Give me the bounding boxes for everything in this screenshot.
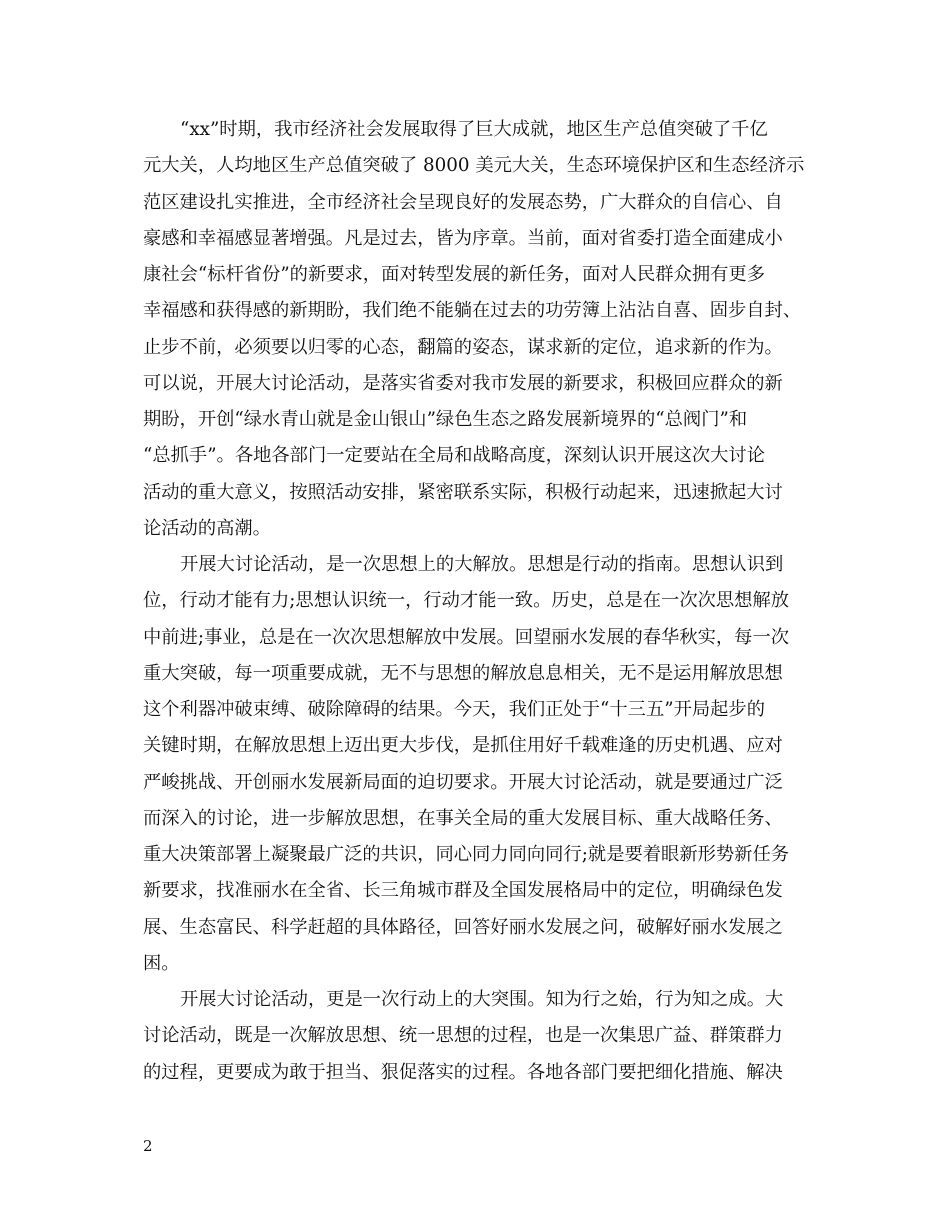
text-line: 困。 [143, 952, 180, 974]
text-line: 豪感和幸福感显著增强。凡是过去，皆为序章。当前，面对省委打造全面建成小 [143, 227, 783, 249]
text-line: “总抓手”。各地各部门一定要站在全局和战略高度，深刻认识开展这次大讨论 [143, 445, 765, 467]
text-line: 论活动的高潮。 [143, 517, 271, 539]
text-line: 位，行动才能有力;思想认识统一，行动才能一致。历史，总是在一次次思想解放 [143, 590, 790, 612]
text-line: 康社会“标杆省份”的新要求，面对转型发展的新任务，面对人民群众拥有更多 [143, 264, 765, 285]
body-text [143, 112, 827, 1091]
text-line: 讨论活动，既是一次解放思想、统一思想的过程，也是一次集思广益、群策群力 [143, 1025, 783, 1047]
text-line: 范区建设扎实推进，全市经济社会呈现良好的发展态势，广大群众的自信心、自 [143, 191, 783, 213]
text-line: 中前进;事业，总是在一次次思想解放中发展。回望丽水发展的春华秋实，每一次 [143, 626, 790, 648]
text-line: 可以说，开展大讨论活动，是落实省委对我市发展的新要求，积极回应群众的新 [143, 372, 783, 394]
text-line: 活动的重大意义，按照活动安排，紧密联系实际，积极行动起来，迅速掀起大讨 [143, 481, 783, 503]
text-line: 严峻挑战、开创丽水发展新局面的迫切要求。开展大讨论活动，就是要通过广泛 [143, 771, 783, 793]
text-line: 开展大讨论活动，是一次思想上的大解放。思想是行动的指南。思想认识到 [180, 554, 784, 575]
text-line: 元大关，人均地区生产总值突破了 8000 美元大关，生态环境保护区和生态经济示 [143, 155, 805, 177]
text-line: 的过程，更要成为敢于担当、狠促落实的过程。各地各部门要把细化措施、解决 [143, 1061, 783, 1083]
text-line: 幸福感和获得感的新期盼，我们绝不能躺在过去的功劳簿上沾沾自喜、固步自封、 [143, 300, 802, 322]
text-line: 重大突破，每一项重要成就，无不与思想的解放息息相关，无不是运用解放思想 [143, 662, 783, 684]
text-line: 而深入的讨论，进一步解放思想，在事关全局的重大发展目标、重大战略任务、 [143, 807, 783, 829]
text-line: 期盼，开创“绿水青山就是金山银山”绿色生态之路发展新境界的“总阀门”和 [143, 409, 748, 430]
text-line: 新要求，找准丽水在全省、长三角城市群及全国发展格局中的定位，明确绿色发 [143, 880, 783, 902]
text-line: “xx”时期，我市经济社会发展取得了巨大成就，地区生产总值突破了千亿 [180, 119, 768, 140]
text-line: 重大决策部署上凝聚最广泛的共识，同心同力同向同行;就是要着眼新形势新任务 [143, 844, 790, 865]
text-line: 开展大讨论活动，更是一次行动上的大突围。知为行之始，行为知之成。大 [180, 989, 784, 1010]
text-line: 这个利器冲破束缚、破除障碍的结果。今天，我们正处于“十三五”开局起步的 [143, 699, 765, 720]
text-line: 止步不前，必须要以归零的心态，翻篇的姿态，谋求新的定位，追求新的作为。 [143, 336, 783, 358]
page-number: 2 [143, 1137, 153, 1155]
text-line: 展、生态富民、科学赶超的具体路径，回答好丽水发展之问，破解好丽水发展之 [143, 916, 783, 938]
text-line: 关键时期，在解放思想上迈出更大步伐，是抓住用好千载难逢的历史机遇、应对 [143, 735, 783, 757]
